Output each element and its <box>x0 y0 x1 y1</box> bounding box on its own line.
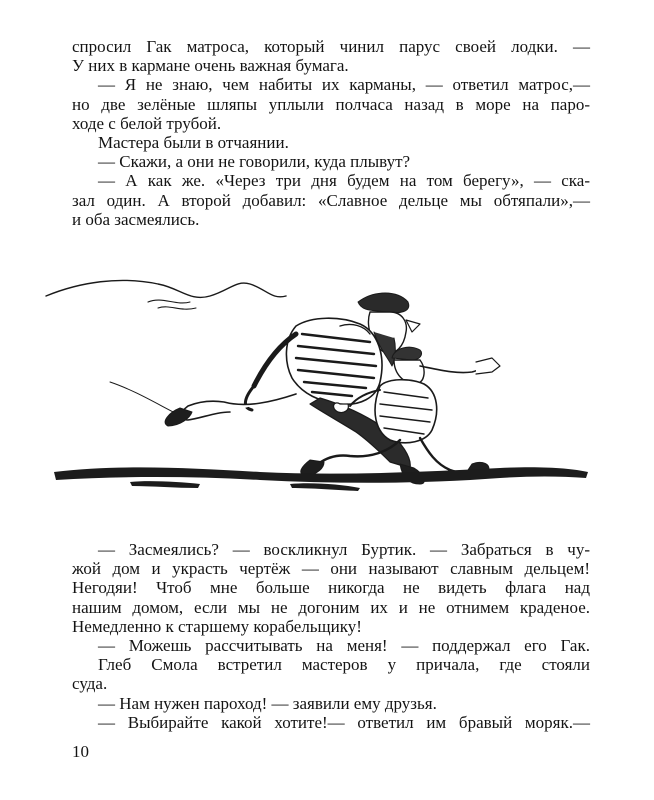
text-line: Мастера были в отчаянии. <box>98 132 289 152</box>
running-men-illustration <box>40 262 600 522</box>
text-line: У них в кармане очень важная бумага. <box>72 56 349 76</box>
text-line: спросил Гак матроса, который чинил парус своей лодки. — <box>72 37 590 56</box>
text-line: Немедленно к старшему корабельщику! <box>72 616 362 636</box>
text-line: нашим домом, если мы не догоним их и не отнимем краденое. <box>72 597 590 617</box>
bottom-text-block <box>72 540 590 732</box>
top-text-block <box>72 37 590 229</box>
text-line: — А как же. «Через три дня будем на том берегу», — ска- <box>98 171 590 191</box>
text-line: ходе с белой трубой. <box>72 113 222 133</box>
text-line: — Я не знаю, чем набиты их карманы, — ответил матрос,— <box>98 75 590 95</box>
text-line: — Скажи, а они не говорили, куда плывут? <box>98 152 411 172</box>
text-line: и оба засмеялись. <box>72 209 200 229</box>
text-line: зал один. А второй добавил: «Славное дельце мы обтяпали»,— <box>72 190 590 210</box>
text-line: Негодяи! Чтоб мне больше никогда не видеть флага над <box>72 578 590 598</box>
ground <box>54 467 588 491</box>
page-number: 10 <box>72 742 89 761</box>
text-line: — Засмеялись? — воскликнул Буртик. — Забраться в чу- <box>98 540 590 559</box>
text-line: Глеб Смола встретил мастеров у причала, где стояли <box>98 655 590 675</box>
text-line: но две зелёные шляпы уплыли полчаса назад в море на паро- <box>72 94 590 114</box>
text-line: — Выбирайте какой хотите!— ответил им бравый моряк.— <box>98 712 590 732</box>
text-line: жой дом и украсть чертёж — они называют славным дельцем! <box>72 559 590 579</box>
text-line: — Можешь рассчитывать на меня! — поддержал его Гак. <box>98 635 590 655</box>
text-line: — Нам нужен пароход! — заявили ему друзья. <box>98 693 437 713</box>
text-line: суда. <box>72 674 108 694</box>
